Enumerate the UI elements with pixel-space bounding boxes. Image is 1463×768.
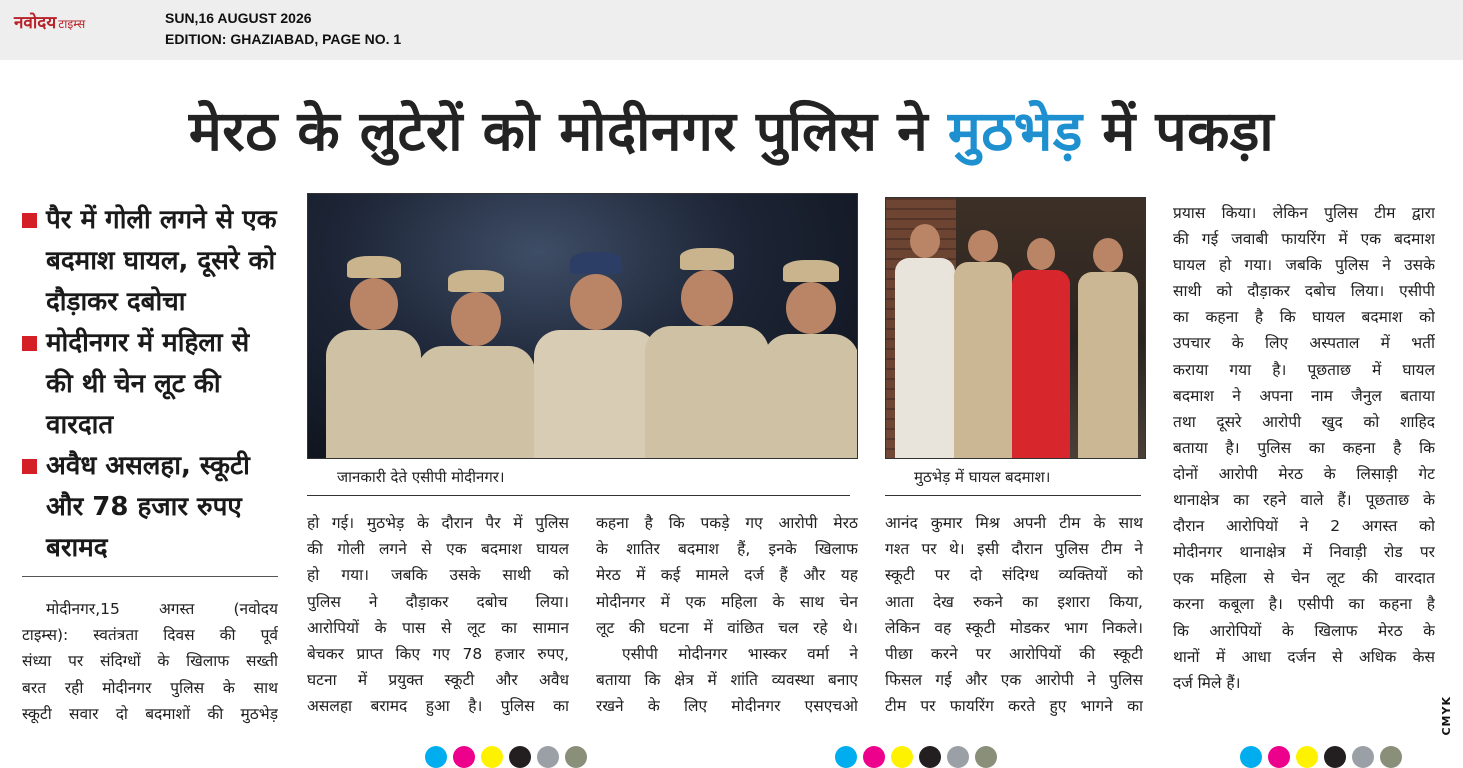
text-line: बेचकर प्राप्त किए गए 78 हजार रुपए, — [307, 645, 569, 664]
cmyk-mark: CMYK — [1440, 696, 1453, 736]
text-line: एसीपी मोदीनगर भास्कर वर्मा ने — [622, 645, 858, 664]
article-headline — [0, 84, 1463, 179]
text-line: लेकिन वह स्कूटी मोडकर भाग निकले। — [885, 618, 1143, 637]
highlights-box — [22, 200, 280, 569]
text-line: आनंद कुमार मिश्र अपनी टीम के साथ — [885, 514, 1143, 532]
headline-part2: में पकड़ा — [1082, 99, 1275, 163]
highlight-item — [22, 200, 280, 323]
article-column-4 — [885, 510, 1143, 720]
highlight-text: मोदीनगर में महिला से की थी चेन लूट की वारदात — [46, 328, 250, 440]
highlight-item — [22, 446, 280, 569]
text-line: घायल हो गया। जबकि पुलिस ने उसके — [1173, 256, 1435, 275]
officer-figure — [763, 260, 858, 458]
text-line: की गई जवाबी फायरिंग में एक बदमाश — [1173, 230, 1435, 249]
color-dot — [1352, 746, 1374, 768]
person-figure — [952, 230, 1014, 458]
officer-figure — [644, 248, 770, 458]
red-square-bullet-icon — [22, 213, 37, 228]
color-dot — [1380, 746, 1402, 768]
color-dot — [537, 746, 559, 768]
text-line: रखने के लिए मोदीनगर एसएचओ — [596, 697, 858, 716]
color-dot — [919, 746, 941, 768]
text-line: पीछा करने पर आरोपियों की स्कूटी — [885, 645, 1143, 664]
text-line: टीम पर फायरिंग करते हुए भागने का — [885, 697, 1143, 716]
registration-dots-left — [425, 746, 593, 768]
text-line: मोदीनगर थानाक्षेत्र में निवाड़ी रोड पर — [1173, 543, 1435, 562]
text-line: तथा दूसरे आरोपी खुद को शाहिद — [1173, 412, 1435, 431]
person-figure — [1010, 238, 1072, 458]
text-line: हो गया। जबकि उसके साथी को — [307, 566, 569, 585]
color-dot — [891, 746, 913, 768]
text-line: थानाक्षेत्र का रहने वाले हैं। पूछताछ के — [1173, 491, 1435, 510]
photo1-caption: जानकारी देते एसीपी मोदीनगर। — [337, 468, 505, 486]
article-column-5 — [1173, 200, 1435, 696]
officer-figure — [534, 252, 658, 458]
text-line: बरत रही मोदीनगर पुलिस के साथ — [22, 678, 278, 697]
text-line: संध्या पर संदिग्धों के खिलाफ सख्ती — [22, 652, 278, 671]
color-dot — [509, 746, 531, 768]
highlight-text: पैर में गोली लगने से एक बदमाश घायल, दूसरे को दौड़ाकर दबोचा — [46, 205, 277, 317]
text-line: मेरठ में कई मामले दर्ज हैं और यह — [596, 566, 858, 585]
registration-dots-right — [1240, 746, 1408, 768]
text-line: फिसल गई और एक आरोपी ने पुलिस — [885, 671, 1143, 690]
article-column-2 — [307, 510, 569, 720]
person-figure — [1076, 238, 1140, 458]
caption-divider — [307, 495, 850, 496]
logo-main-text: नवोदय — [14, 13, 57, 33]
registration-dots-mid — [835, 746, 1003, 768]
person-figure — [894, 224, 956, 458]
photo2-caption: मुठभेड़ में घायल बदमाश। — [914, 468, 1051, 486]
color-dot — [565, 746, 587, 768]
text-line: मोदीनगर में एक महिला के साथ चेन — [596, 592, 858, 611]
text-line: उपचार के लिए अस्पताल में भर्ती — [1173, 334, 1435, 353]
text-line: थानों में आधा दर्जन से अधिक केस — [1173, 647, 1435, 666]
text-line: मोदीनगर,15 अगस्त (नवोदय — [46, 600, 278, 618]
color-dot — [425, 746, 447, 768]
text-line: दोनों आरोपी मेरठ के लिसाड़ी गेट — [1173, 464, 1435, 483]
headline-part1: मेरठ के लुटेरों को मोदीनगर पुलिस ने — [188, 99, 948, 163]
text-line: कि आरोपियों के खिलाफ मेरठ के — [1173, 621, 1435, 640]
text-line: आता देख रुकने का इशारा किया, — [885, 592, 1143, 611]
color-dot — [1296, 746, 1318, 768]
text-line: करना कबूला है। एसीपी का कहना है — [1173, 595, 1435, 614]
color-dot — [1240, 746, 1262, 768]
text-line: स्कूटी सवार दो बदमाशों की मुठभेड़ — [22, 704, 278, 723]
color-dot — [975, 746, 997, 768]
edition-bar — [0, 0, 1463, 60]
color-dot — [947, 746, 969, 768]
officer-figure — [326, 256, 421, 458]
caption-divider — [885, 495, 1141, 496]
text-line: बदमाश ने अपना नाम जैनुल बताया — [1173, 386, 1435, 405]
text-line: पुलिस ने दौड़ाकर दबोच लिया। — [307, 592, 569, 611]
text-line: दर्ज मिले हैं। — [1173, 673, 1241, 692]
text-line: एक महिला से चेन लूट की वारदात — [1173, 569, 1435, 588]
headline-accent: मुठभेड़ — [947, 99, 1083, 163]
red-square-bullet-icon — [22, 459, 37, 474]
color-dot — [1268, 746, 1290, 768]
text-line: प्रयास किया। लेकिन पुलिस टीम द्वारा — [1173, 204, 1435, 222]
text-line: साथी को दौड़ाकर दबोच लिया। एसीपी — [1173, 282, 1435, 301]
photo-injured-accused[interactable] — [885, 197, 1146, 459]
color-dot — [453, 746, 475, 768]
text-line: दौरान आरोपियों ने 2 अगस्त को — [1173, 517, 1435, 536]
text-line: की गोली लगने से एक बदमाश घायल — [307, 540, 569, 559]
text-line: लूट की घटना में वांछित चल रहे थे। — [596, 618, 858, 637]
photo-acp-briefing[interactable] — [307, 193, 858, 459]
edition-date: SUN,16 AUGUST 2026 — [165, 10, 312, 26]
text-line: टाइम्स): स्वतंत्रता दिवस की पूर्व — [22, 626, 278, 645]
color-dot — [481, 746, 503, 768]
newspaper-logo[interactable] — [14, 10, 85, 33]
text-line: गश्त पर थे। इसी दौरान पुलिस टीम ने — [885, 540, 1143, 559]
text-line: हो गई। मुठभेड़ के दौरान पैर में पुलिस — [307, 514, 569, 532]
text-line: के शातिर बदमाश हैं, इनके खिलाफ — [596, 540, 858, 559]
color-dot — [1324, 746, 1346, 768]
text-line: घटना में प्रयुक्त स्कूटी और अवैध — [307, 671, 569, 690]
text-line: बताया कि क्षेत्र में शांति व्यवस्था बनाए — [596, 671, 858, 690]
red-square-bullet-icon — [22, 336, 37, 351]
highlights-divider — [22, 576, 278, 577]
text-line: स्कूटी पर दो संदिग्ध व्यक्तियों को — [885, 566, 1143, 585]
text-line: का कहना है कि घायल बदमाश को — [1173, 308, 1435, 327]
color-dot — [835, 746, 857, 768]
highlight-text: अवैध असलहा, स्कूटी और 78 हजार रुपए बरामद — [46, 451, 250, 563]
edition-info: EDITION: GHAZIABAD, PAGE NO. 1 — [165, 31, 402, 47]
color-dot — [863, 746, 885, 768]
text-line: असलहा बरामद हुआ है। पुलिस का — [307, 697, 569, 716]
text-line: आरोपियों के पास से लूट का सामान — [307, 618, 569, 637]
text-line: बताया है। पुलिस का कहना है कि — [1173, 438, 1435, 457]
article-column-3 — [596, 510, 858, 720]
article-column-1 — [22, 596, 278, 727]
highlight-item — [22, 323, 280, 446]
text-line: कराया गया है। पूछताछ में घायल — [1173, 360, 1435, 379]
text-line: कहना है कि पकड़े गए आरोपी मेरठ — [596, 514, 858, 532]
officer-figure — [416, 270, 536, 458]
logo-sub-text: टाइम्स — [58, 17, 86, 31]
